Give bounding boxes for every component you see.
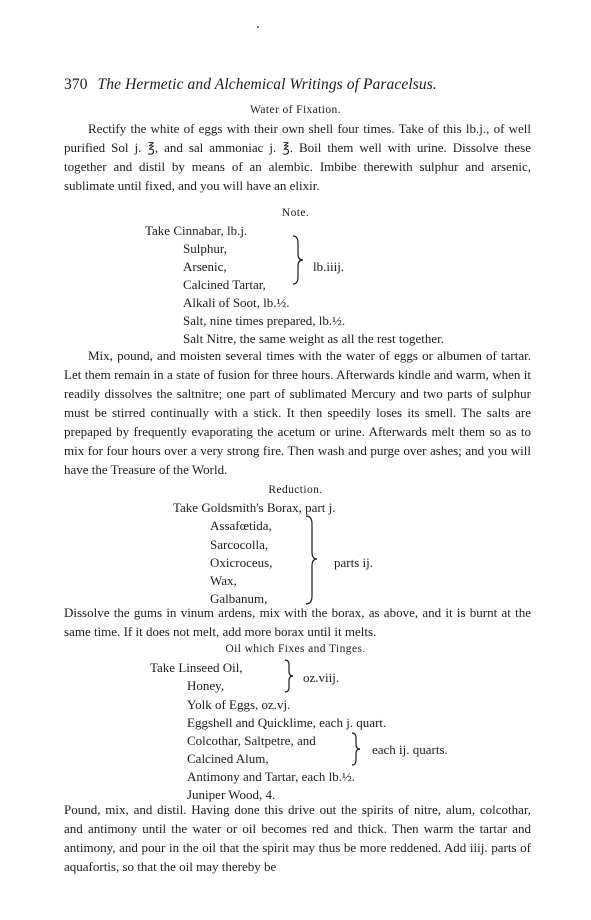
note-heading: Note. xyxy=(281,207,310,219)
note-nitre-line: Salt Nitre, the same weight as all the rest together. xyxy=(183,331,445,346)
oil-eggshell-line: Eggshell and Quicklime, each j. quart. xyxy=(187,715,387,730)
reduction-take-line: Take Goldsmith's Borax, part j. xyxy=(173,500,336,515)
page-speck xyxy=(257,26,259,28)
oil-honey-line: Honey, xyxy=(187,678,225,693)
note-group-item: Arsenic, xyxy=(183,259,227,274)
reduction-brace xyxy=(303,514,319,606)
reduction-group-item: Wax, xyxy=(210,573,237,588)
note-take-line: Take Cinnabar, lb.j. xyxy=(145,223,248,238)
oil-group1-quantity: oz.viij. xyxy=(303,670,340,685)
oil-heading: Oil which Fixes and Tinges. xyxy=(225,643,366,655)
note-paragraph: Mix, pound, and moisten several times with the water of eggs or albumen of tartar. Let them remain in a state of fusion for three hours. Afterwards kindle and warm, when it readily dissolves the saltnitre; one part of sublimated Mercury and two parts of sulphur must be stirred continually with a stick. It then speedily loses its smell. The salts are prepaped by frequently evaporating the acetum or urine. Afterwards melt them so as to mix for four hours over a very strong fire. Then wash and purge over ashes; and you will have the Treasure of the World. xyxy=(64,348,531,477)
oil-alum-line: Calcined Alum, xyxy=(187,751,269,766)
oil-yolk-line: Yolk of Eggs, oz.vj. xyxy=(187,697,291,712)
reduction-paragraph: Dissolve the gums in vinum ardens, mix with the borax, as above, and it is burnt at the same time. If it does not melt, add more borax until it melts. xyxy=(64,605,531,639)
reduction-group-item: Oxicroceus, xyxy=(210,555,273,570)
note-salt-line: Salt, nine times prepared, lb.½. xyxy=(183,313,346,328)
note-brace xyxy=(290,234,306,286)
running-header xyxy=(64,76,437,94)
note-group-item: Sulphur, xyxy=(183,241,227,256)
reduction-group-quantity: parts ij. xyxy=(334,555,373,570)
oil-brace-2 xyxy=(349,732,363,766)
water-paragraph: Rectify the white of eggs with their own shell four times. Take of this lb.j., of well purified Sol j. ℥, and sal ammoniac j. ℥. Boil them well with urine. Dissolve these together and distil by means of an alembic. Imbibe therewith sulphur and arsenic, sublimate until fixed, and you will have an elixir. xyxy=(64,121,531,193)
reduction-group-item: Sarcocolla, xyxy=(210,537,269,552)
oil-antimony-line: Antimony and Tartar, each lb.½. xyxy=(187,769,356,784)
water-heading: Water of Fixation. xyxy=(250,104,341,116)
note-alkali-line: Alkali of Soot, lb.½. xyxy=(183,295,290,310)
oil-paragraph: Pound, mix, and distil. Having done this drive out the spirits of nitre, alum, colcothar, and antimony until the water or oil becomes red and thick. Then warm the tartar and antimony, and pour in the oil that the spirit may thus be more reddened. Add iiij. parts of aquafortis, so that the oil may thereby be xyxy=(64,802,531,874)
running-title: The Hermetic and Alchemical Writings of Paracelsus. xyxy=(97,76,437,93)
note-group-quantity: lb.iiij. xyxy=(313,259,345,274)
page-number: 370 xyxy=(64,76,88,93)
oil-group2-quantity: each ij. quarts. xyxy=(372,742,448,757)
oil-take-line: Take Linseed Oil, xyxy=(150,660,243,675)
oil-colcothar-line: Colcothar, Saltpetre, and xyxy=(187,733,316,748)
reduction-heading: Reduction. xyxy=(268,484,323,496)
reduction-group-item: Galbanum, xyxy=(210,591,268,606)
note-group-item: Calcined Tartar, xyxy=(183,277,266,292)
reduction-group-item: Assafœtida, xyxy=(210,518,272,533)
oil-juniper-line: Juniper Wood, 4. xyxy=(187,787,276,802)
oil-brace-1 xyxy=(282,659,296,693)
